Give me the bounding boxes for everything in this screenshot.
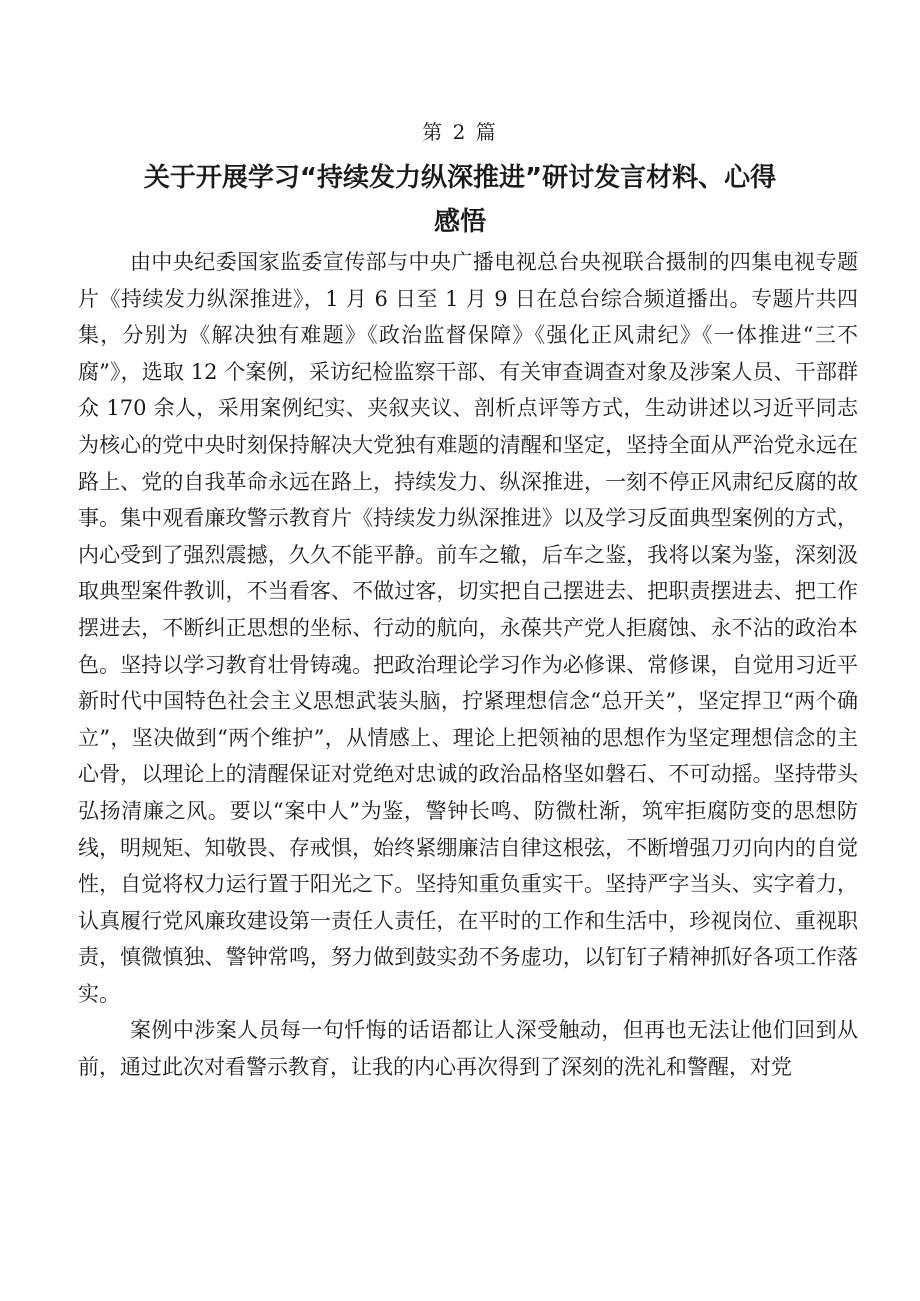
body-paragraph: 由中央纪委国家监委宣传部与中央广播电视总台央视联合摄制的四集电视专题片《持续发力纵深推进》，1 月 6 日至 1 月 9 日在总台综合频道播出。专题片共四集，分别为《解决独有难题》《政治监督保障》《强化正风肃纪》《一体推进“三不腐”》，选取 12 个案例，采访纪检监察干部、有关审查调查对象及涉案人员、干部群众 170 余人，采用案例纪实、夹叙夹议、剖析点评等方式，生动讲述以习近平同志为核心的党中央时刻保持解决大党独有难题的清醒和坚定，坚持全面从严治党永远在路上、党的自我革命永远在路上，持续发力、纵深推进，一刻不停正风肃纪反腐的故事。集中观看廉玫警示教育片《持续发力纵深推进》以及学习反面典型案例的方式，内心受到了强烈震撼，久久不能平静。前车之辙，后车之鉴，我将以案为鉴，深刻汲取典型案件教训，不当看客、不做过客，切实把自己摆进去、把职责摆进去、把工作摆进去，不断纠正思想的坐标、行动的航向，永葆共产党人拒腐蚀、永不沾的政治本色。坚持以学习教育壮骨铸魂。把政治理论学习作为必修课、常修课，自觉用习近平新时代中国特色社会主义思想武装头脑，拧紧理想信念“总开关”，坚定捍卫“两个确立”，坚决做到“两个维护”，从情感上、理论上把领袖的思想作为坚定理想信念的主心骨，以理论上的清醒保证对党绝对忠诚的政治品格坚如磐石、不可动摇。坚持带头弘扬清廉之风。要以“案中人”为鉴，警钟长鸣、防微杜渐，筑牢拒腐防变的思想防线，明规矩、知敬畏、存戒惧，始终紧绷廉洁自律这根弦，不断增强刀刃向内的自觉性，自觉将权力运行置于阳光之下。坚持知重负重实干。坚持严字当头、实字着力，认真履行党风廉玫建设第一责任人责任，在平时的工作和生活中，珍视岗位、重视职责，慎微慎独、警钟常鸣，努力做到鼓实劲不务虚功，以钉钉子精神抓好各项工作落实。 xyxy=(78,250,858,1006)
document-body xyxy=(78,244,858,1086)
document-title: 关于开展学习“持续发力纵深推进”研讨发言材料、心得感悟 xyxy=(143,163,777,237)
chapter-label: 第 2 篇 xyxy=(422,120,498,144)
body-paragraph: 案例中涉案人员每一句忏悔的话语都让人深受触动，但再也无法让他们回到从前，通过此次对看警示教育，让我的内心再次得到了深刻的洗礼和警醒，对党 xyxy=(78,1018,858,1080)
